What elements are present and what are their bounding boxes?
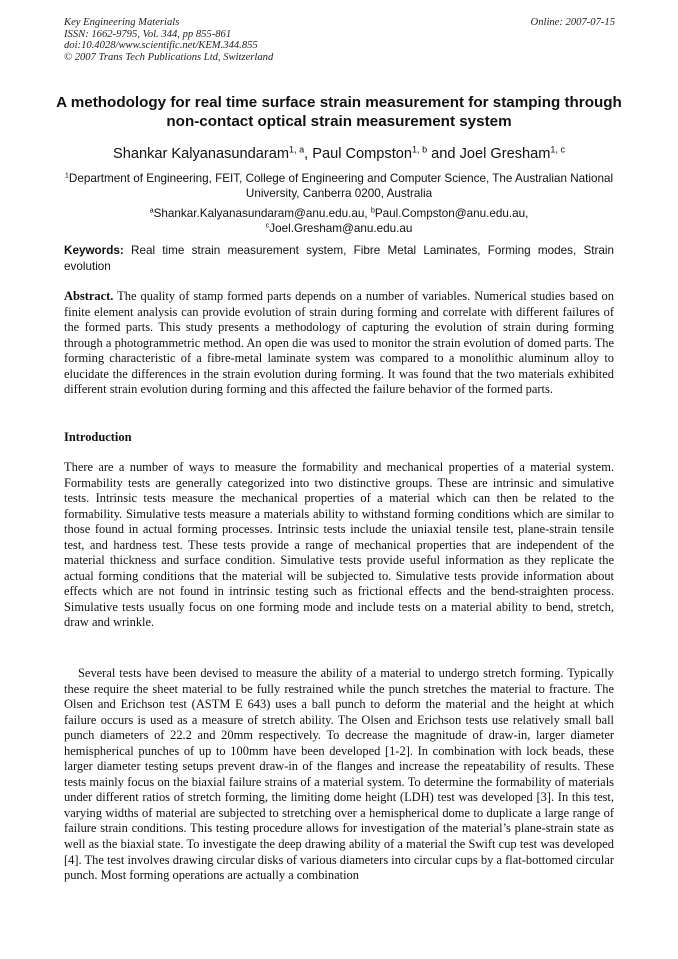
issn-line: ISSN: 1662-9795, Vol. 344, pp 855-861 <box>64 28 232 40</box>
doi-line: doi:10.4028/www.scientific.net/KEM.344.855 <box>64 40 258 52</box>
keywords <box>64 243 614 274</box>
journal-header <box>64 17 273 63</box>
body-paragraph: There are a number of ways to measure the formability and mechanical properties of a material system. Formability tests are generally categorized into two distinctive groups. These are intrinsic and simulative tests. Intrinsic tests measure the mechanical properties of a material which can then be related to the formability. Simulative tests measure a materials ability to withstand forming conditions which are similar to those found in actual forming processes. Intrinsic tests include the uniaxial tensile test, plane-strain tensile test, and hardness test. These tests provide a range of mechanical properties that are independent of the material thickness and surface condition. Simulative tests provide useful information as they replicate the actual forming conditions that the material will be subjected to. Simulative tests provide information about effects which are not found in intrinsic testing such as frictional effects and the bend-straighten process. Simulative tests usually focus on one forming mode and include tests on a material ability to bend, stretch, draw and wrinkle. <box>64 460 614 630</box>
abstract <box>64 289 614 398</box>
author-name: Joel Gresham <box>459 146 551 162</box>
body-paragraph: Several tests have been devised to measure the ability of a material to undergo stretch forming. Typically these require the sheet material to be fully restrained while the punch stretches the material to fracture. The Olsen and Erichson test (ASTM E 643) uses a ball punch to deform the material and the height at which failure occurs is used as a measure of stretch ability. The Olsen and Erichson tests use relatively small ball punch diameters of 22.2 and 20mm respectively. To decrease the magnitude of draw-in, larger diameter hemispherical punches of up to 100mm have been developed [1-2]. In combination with lock beads, these larger diameter testing setups prevent draw-in of the flanges and increase the repeatability of results. These tests mainly focus on the biaxial failure strains of a material system. To determine the formability of materials under different ratios of stretch forming, the limiting dome height (LDH) test was developed [3]. In this test, varying widths of material are subjected to stretching over a hemispherical dome to duplicate a large range of failure strain conditions. This testing procedure allows for investigation of the material’s plane-strain state as well as the biaxial state. To investigate the deep drawing ability of a material the Swift cup test was developed [4]. The test involves drawing circular disks of various diameters into circular cups by a flat-bottomed circular punch. Most forming operations are actually a combination <box>64 666 614 883</box>
keywords-label: Keywords: <box>64 244 124 257</box>
affiliation-superscript: 1 <box>64 170 69 180</box>
email-superscript: b <box>370 205 375 215</box>
email-superscript: a <box>149 205 154 215</box>
email-address[interactable]: Joel.Gresham@anu.edu.au <box>269 222 413 236</box>
author-separator: and <box>427 146 460 162</box>
keywords-text: Real time strain measurement system, Fibre Metal Laminates, Forming modes, Strain evolution <box>64 244 614 273</box>
author-superscript: 1, b <box>412 144 428 155</box>
author-superscript: 1, a <box>289 144 305 155</box>
email-address[interactable]: Shankar.Kalyanasundaram@anu.edu.au, <box>153 207 371 220</box>
online-date: Online: 2007-07-15 <box>530 17 615 28</box>
author-list <box>40 145 638 163</box>
affiliation <box>58 171 620 202</box>
author-name: Paul Compston <box>312 146 413 162</box>
section-heading: Introduction <box>64 430 132 444</box>
email-superscript: c <box>265 221 270 231</box>
abstract-label: Abstract. <box>64 289 114 303</box>
email-list <box>58 206 620 237</box>
author-superscript: 1, c <box>550 144 566 155</box>
copyright-line: © 2007 Trans Tech Publications Ltd, Switzerland <box>64 51 274 63</box>
email-address[interactable]: Paul.Compston@anu.edu.au, <box>374 207 529 220</box>
author-name: Shankar Kalyanasundaram <box>112 146 290 162</box>
journal-name: Key Engineering Materials <box>64 17 180 28</box>
paper-title: A methodology for real time surface strain measurement for stamping through non-contact optical strain measurement system <box>56 94 622 130</box>
affiliation-text: Department of Engineering, FEIT, College of Engineering and Computer Science, The Australian National University, Canberra 0200, Australia <box>68 172 614 201</box>
abstract-text: The quality of stamp formed parts depends on a number of variables. Numerical studies based on finite element analysis can provide evolution of strain during forming and correlate with different failures of the formed parts. This study presents a methodology of capturing the evolution of strain during forming through a photogrammetric method. An open die was used to monitor the strain evolution of domed parts. The forming characteristic of a fibre-metal laminate system was compared to a monolithic aluminum alloy to elucidate the differences in the strain evolution during forming. It was found that the two materials exhibited different strain evolution during forming and this affected the failure behavior of the formed parts. <box>64 289 614 397</box>
author-separator: , <box>304 146 313 162</box>
